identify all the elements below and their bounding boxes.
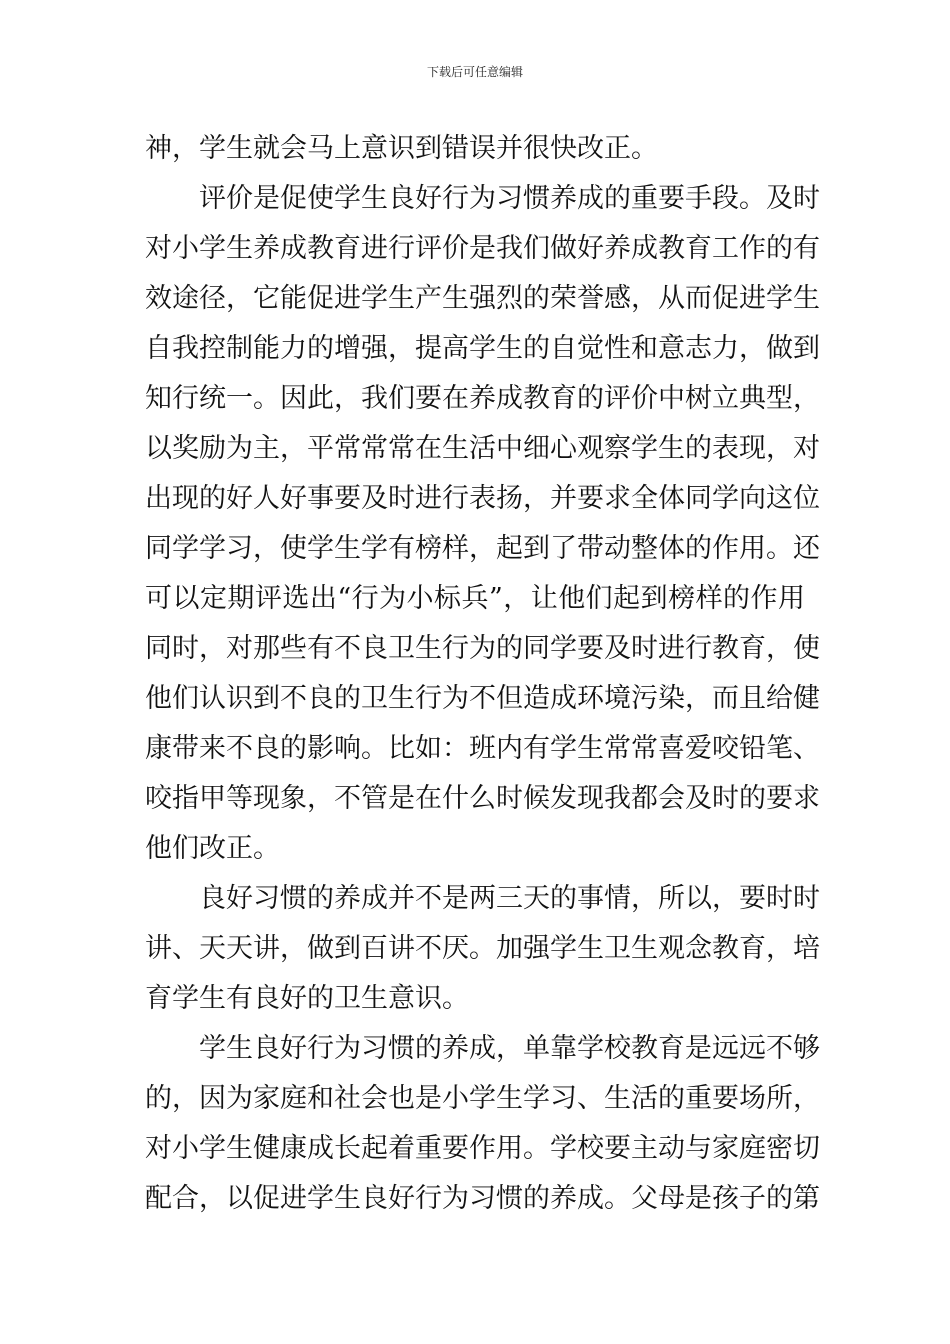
text-line: 知行统一。因此，我们要在养成教育的评价中树立典型， bbox=[145, 383, 820, 414]
text-line: 神，学生就会马上意识到错误并很快改正。 bbox=[145, 133, 658, 164]
page-header: 下载后可任意编辑 bbox=[426, 65, 523, 79]
text-line: 自我控制能力的增强，提高学生的自觉性和意志力，做到 bbox=[145, 333, 820, 364]
text-line: 讲、天天讲，做到百讲不厌。加强学生卫生观念教育，培 bbox=[145, 933, 820, 964]
text-line: 育学生有良好的卫生意识。 bbox=[145, 983, 469, 1014]
text-line: 的，因为家庭和社会也是小学生学习、生活的重要场所， bbox=[145, 1083, 820, 1114]
text-line: 可以定期评选出“行为小标兵”，让他们起到榜样的作用 bbox=[145, 583, 805, 614]
text-line: 他们认识到不良的卫生行为不但造成环境污染，而且给健 bbox=[145, 683, 820, 714]
text-line: 他们改正。 bbox=[145, 833, 280, 864]
body-text bbox=[145, 124, 820, 1224]
text-line: 对小学生健康成长起着重要作用。学校要主动与家庭密切 bbox=[145, 1133, 820, 1164]
text-line: 配合，以促进学生良好行为习惯的养成。父母是孩子的第 bbox=[145, 1183, 820, 1214]
text-line: 以奖励为主，平常常常在生活中细心观察学生的表现，对 bbox=[145, 433, 820, 464]
text-line: 效途径，它能促进学生产生强烈的荣誉感，从而促进学生 bbox=[145, 283, 820, 314]
text-line: 评价是促使学生良好行为习惯养成的重要手段。及时 bbox=[199, 183, 820, 214]
text-line: 同时，对那些有不良卫生行为的同学要及时进行教育，使 bbox=[145, 633, 820, 664]
text-line: 对小学生养成教育进行评价是我们做好养成教育工作的有 bbox=[145, 233, 820, 264]
text-line: 良好习惯的养成并不是两三天的事情，所以，要时时 bbox=[199, 883, 820, 914]
text-line: 出现的好人好事要及时进行表扬，并要求全体同学向这位 bbox=[145, 483, 820, 514]
text-line: 咬指甲等现象，不管是在什么时候发现我都会及时的要求 bbox=[145, 783, 820, 814]
text-line: 康带来不良的影响。比如：班内有学生常常喜爱咬铅笔、 bbox=[145, 733, 820, 764]
text-line: 学生良好行为习惯的养成，单靠学校教育是远远不够 bbox=[199, 1033, 820, 1064]
text-line: 同学学习，使学生学有榜样，起到了带动整体的作用。还 bbox=[145, 533, 820, 564]
